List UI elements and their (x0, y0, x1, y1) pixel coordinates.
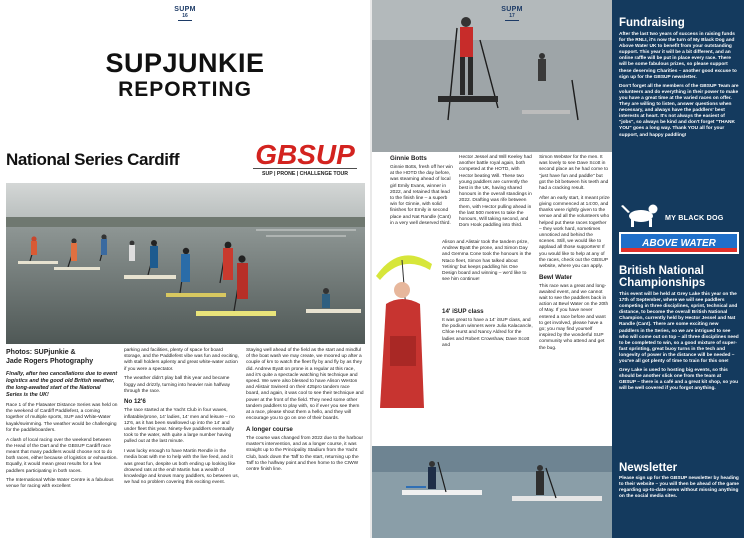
paragraph: The weather didn't play ball this year and became foggy and drizzly, turning into heavier rain halfway through the race. (124, 376, 231, 394)
sidebar-panel (612, 0, 744, 538)
article-column-1 (6, 348, 118, 494)
article-column-2 (124, 348, 239, 490)
subheading: 14' iSUP class (442, 308, 484, 315)
paragraph: This event will be held at Grey Lake this year on the 17th of September, where we will see paddlers competing in three disciplines, sprint, technical and distance, to become the overall British National Champion, currently held by Hector Jessel and Nat Randle (Cant). There are some exciting new paddlers in the Series, so we are intrigued to see who will come out on top – all three disciplines need to be completed to win, so a good mixture of super-fast sprinting, great buoy turns in the tech and longevity of power in the distance will be needed – you've all got plenty of time to train for this one! (619, 292, 739, 365)
paragraph: parking and facilities, plenty of space for board storage, and the Paddlefest vibe was fun and exciting, with stall holders aplenty and great white-water action if you were a spectator. (124, 348, 239, 372)
article-column-r2 (459, 155, 534, 233)
paragraph: Staying well ahead of the field as the start and mindful of the boat wash we may create, we moored up after a couple of km to watch the fleet fly by and fly by as they did. Andrew Byatt on prone is a regular at this race, and it's quite a spectacle watching his technique and speed. We were also blessed to have Alison Weston and Alistair Swinerd on their 425pro tandem race board, and again, it was cool to see their technique and power at the front of the field. They need some other tandem paddlers to play with, so if ever you see them at a race, please shout them a hello, and they will encourage you to go on one of their boards. (246, 348, 364, 422)
paragraph: The course was changed from 2022 due to the harbour master's intervention, and as a longer course, it was straight up to the Principality Stadium from the Yacht Club, back down the Taff to the start, returning up the Taff to the halfway point and then home to the CIWW centre finish line. (246, 435, 364, 472)
right-page (372, 0, 612, 538)
subheading: A longer course (246, 425, 293, 433)
dog-icon (621, 205, 658, 228)
folio-divider (505, 20, 519, 21)
masthead-title: SUPJUNKIE (105, 48, 265, 78)
newsletter-text (619, 476, 739, 503)
newsletter-heading: Newsletter (619, 462, 678, 474)
gbsup-logo (247, 138, 363, 178)
paragraph: A clash of local racing over the weekend between the Head of the Dart and the GBSUP Cardiff race meant that many paddlers would choose not to do both races, either because of logistics or exhaustion. Equally, it would mean great results for a few paddlers participating in both races. (6, 437, 118, 474)
finish-line-photo (372, 446, 612, 538)
gbsup-logo-tagline: SUP | PRONE | CHALLENGE TOUR (261, 171, 349, 177)
left-folio (165, 6, 205, 21)
photo-credit (6, 348, 118, 366)
photo-credit-line-1: Photos: SUPjunkie & (6, 349, 76, 356)
gbsup-logo-word: GBSUP (255, 139, 355, 170)
paragraph: Please sign up for the GBSUP newsletter by heading to their website – you will then be ahead of the game regarding up-to-date news without missing anything on the social media sites. (619, 476, 739, 500)
umbrella-spectator-photo (372, 240, 442, 408)
article-lead: Finally, after two cancellations due to event logistics and the good old British weather, the long-awaited start of the National Series is the UK! (6, 371, 118, 398)
paragraph: After an early start, it meant prize giving commenced at 14:00, and thanks were rightly given to the venue and all the volunteers who helped put these races together – they work hard, sometimes unnoticed and behind the scenes. Still, we would like to applaud all those supporters! If you would like to help at any of the races, check out the GBSUP website, where you can apply. (539, 195, 610, 269)
championships-heading: British National Championships (619, 265, 706, 289)
paragraph: The race started at the Yacht Club in four waves, inflatable/prone, 14' ladies, 14' men and leisure – no 12'6, as it has been swallowed up into the 14' and under fleet this year. Ninety-five paddlers eventually took to the water, with quite a large number having pulled out at the last minute. (124, 408, 235, 445)
championships-text (619, 292, 739, 396)
article-column-r2c (442, 308, 534, 353)
fundraising-text (619, 32, 739, 142)
my-black-dog-label: MY BLACK DOG (665, 213, 724, 222)
paragraph: It was great to have a 14' iSUP class, and the podium winners were Julia Kalacancle, Chloe Hurst and Nancy Aldred for the ladies and Robert Crowshaw, Dave Scott and (442, 318, 533, 348)
article-column-r1 (390, 155, 454, 231)
photo-credit-line-2: Jade Rogers Photography (6, 358, 94, 365)
folio-divider (178, 20, 192, 21)
folio-magazine: SUPM (174, 6, 196, 13)
left-page (0, 0, 370, 538)
my-black-dog-logo (619, 200, 739, 228)
paragraph: Hector Jessel and Will Keeley had another battle royal again, both competed at the HOTD, with Hector beating Will. These two young paddlers are currently the best in the UK, having shared honours in the overall standings in 2022. Drafting was rife between them, with Hector pulling ahead in the last 500 metres to take the honours, Will taking second, and Dom Hook paddling into third. (459, 155, 532, 229)
paragraph: After the last two years of success in raising funds for the RNLI, it's now the turn of My Black Dog and Above Water UK to benefit from your outstanding support. This year it will be a bit different, and an online raffle will be put in place every race. There will be some fabulous prizes, so please support these deserving Charities – another good excuse to sign up for the GBSUP newsletter. (619, 32, 737, 80)
article-column-3 (246, 348, 364, 477)
paragraph: I was lucky enough to have Martin Rendle in the media boat with me to help with the live feed, and it was great fun, despite us both ending up looking like drowned rats at the end! Martin has a wealth of knowledge and knows many paddlers, so between us, we had no problem covering this exciting event. (124, 449, 239, 486)
paragraph: Race 1 of the Flatwater Distance Series was held on the weekend of Cardiff Paddlefest, a coming together of multiple sports, SUP and White-Water kayak/swimming. The weather would be challenging for the paddleboarders. (6, 403, 118, 433)
subheading: Bewl Water (539, 273, 573, 281)
folio-page-number: 17 (509, 13, 515, 19)
article-headline: National Series Cardiff (6, 150, 180, 169)
folio-magazine: SUPM (501, 6, 523, 13)
subheading: No 12'6 (124, 398, 146, 406)
rain-paddlers-photo (372, 0, 612, 152)
above-water-logo (619, 232, 739, 254)
fundraising-heading: Fundraising (619, 17, 685, 29)
above-water-label: ABOVE WATER (642, 238, 716, 249)
subheading: Ginnie Botts (390, 155, 427, 162)
paragraph: Ginnie Botts, fresh off her win at the HOTD the day before, was steaming ahead of local girl Emily Evans, winner in 2022, and retained that lead to the finish line – a superb win for Ginnie, with solid finishes for Emily in second place and Nat Randle (Cant) in a very well deserved third. (390, 165, 453, 226)
right-folio (492, 6, 532, 21)
race-start-photo (6, 183, 365, 344)
masthead-subtitle: REPORTING (118, 78, 252, 101)
paragraph: The International White Water Centre is a fabulous venue for racing with excellent (6, 478, 114, 490)
paragraph: Grey Lake is used to hosting big events, so this should be another slick one from the team at GBSUP – there is a café and a great kit shop, so you will be well covered if you forgot anything. (619, 368, 739, 392)
paragraph: This race was a great and long-awaited event, and we cannot wait to see the paddlers back in action at Bewl Water on the 20th of May. If you have never entered a race before and want to get involved, please have a go; you may find yourself inspired by the wonderful SUP community who attend and get the bug. (539, 283, 609, 351)
paragraph: Don't forget all the members of the GBSUP Team are volunteers and do everything in their power to make you have a great time at the varied races on offer. They are willing to listen, answer questions when necessary, and always have the paddlers' best interests at heart. It's not always the easiest of "jobs", so always be kind and don't forget "THANK YOU" goes a long way. Thank YOU all for your support, and happy paddling! (619, 83, 739, 138)
article-column-r3 (539, 155, 610, 355)
folio-page-number: 16 (182, 13, 188, 19)
article-column-r2b (442, 240, 534, 287)
paragraph: Simon Webster for the men. It was lovely to see Dave Scott in second place as he had come to "just have fun and paddle" but got the bit between his teeth and had a cracking result. (539, 155, 609, 192)
paragraph: Alison and Alistair took the tandem prize, Andrew Byatt the prone, and Simon Day and Gemma Cone took the honours in the Ntaco fleet, Simon has talked about 'retiring' but keeps paddling his One Design board and winning – we'd like to see him continue! (442, 240, 532, 283)
